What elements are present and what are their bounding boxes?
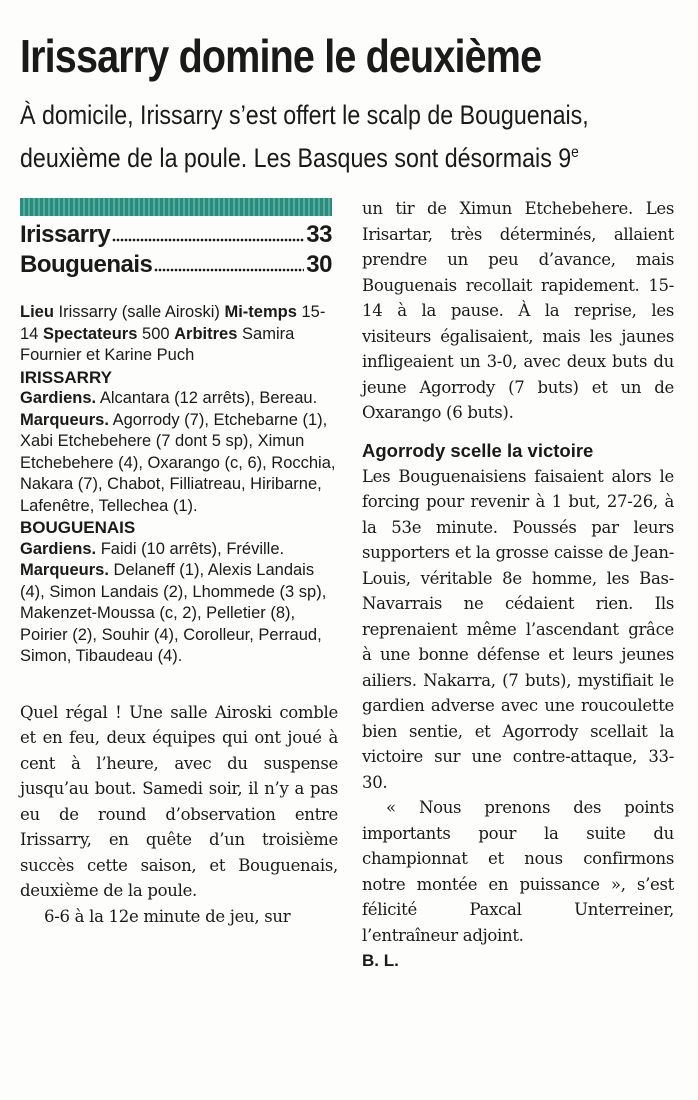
author-signature: B. L.	[362, 951, 399, 970]
spectateurs-label: Spectateurs	[42, 324, 138, 343]
lieu-value: Irissarry (salle Airoski)	[58, 303, 220, 321]
deck-superscript: e	[571, 144, 579, 161]
match-facts	[20, 302, 338, 668]
scorers-bouguenais	[20, 560, 338, 668]
paragraph-2-continued: un tir de Ximun Etchebehere. Les Irisartar, très déterminés, allaient prendre un peu d’avance, mais Bouguenais recollait rapidement. 15-14 à la pause. À la reprise, les visiteurs égalisaient, mais les jaunes infligeaient un 3-0, avec deux buts du jeune Agorrody (7 buts) et un de Oxarango (6 buts).	[362, 199, 674, 422]
spectateurs-value: 500	[142, 324, 170, 343]
marqueurs-list: Delaneff (1), Alexis Landais (4), Simon Landais (2), Lhommede (3 sp), Makenzet-Moussa (c, 2), Pelletier (8), Poirier (2), Souhir (4), Corolleur, Perraud, Simon, Tibaudeau (4).	[20, 561, 327, 665]
team-heading-irissarry: IRISSARRY	[20, 367, 112, 387]
team-score: 33	[306, 221, 332, 248]
gardiens-label: Gardiens.	[20, 389, 97, 407]
article-subhead: Agorrody scelle la victoire	[362, 439, 594, 461]
arbitres-value: Samira Fournier et Karine Puch	[20, 324, 295, 364]
left-column	[20, 198, 338, 929]
match-info	[20, 302, 338, 367]
paragraph-3: Les Bouguenaisiens faisaient alors le forcing pour revenir à 1 but, 27-26, à la 53e minute. Poussés par leurs supporters et la grosse caisse de Jean-Louis, véritable 8e homme, les Bas-Navarrais ne cédaient rien. Ils reprenaient même l’ascendant grâce à une bonne défense et leurs jeunes ailiers. Nakarra, (7 buts), mystifiait le gardien adverse avec une roucoulette bien sentie, et Agorrody scellait la victoire sur une contre-attaque, 33-30.	[362, 466, 674, 792]
right-column	[362, 196, 674, 973]
marqueurs-label: Marqueurs.	[20, 410, 109, 429]
deck	[20, 96, 674, 177]
headline: Irissarry domine le deuxième	[20, 30, 542, 82]
article-body-right	[362, 196, 674, 426]
gardiens-list: Alcantara (12 arrêts), Bereau.	[99, 389, 318, 407]
deck-line-2: deuxième de la poule. Les Basques sont désormais 9	[20, 143, 572, 173]
goalkeepers-bouguenais	[20, 539, 338, 561]
team-heading-bouguenais: BOUGUENAIS	[20, 518, 136, 537]
team-name: Irissarry	[20, 221, 111, 248]
score-row-home	[20, 220, 332, 250]
article-body-right-2	[362, 464, 674, 949]
deck-line-1: À domicile, Irissarry s’est offert le scalp de Bouguenais,	[20, 100, 589, 130]
arbitres-label: Arbitres	[174, 324, 238, 343]
goalkeepers-irissarry	[20, 388, 338, 410]
article-body-left	[20, 700, 338, 930]
score-header-bar	[20, 198, 332, 216]
gardiens-list: Faidi (10 arrêts), Fréville.	[100, 539, 285, 558]
team-score: 30	[306, 251, 332, 278]
dot-leader	[154, 267, 304, 273]
team-name: Bouguenais	[20, 251, 153, 278]
score-box	[20, 220, 338, 280]
paragraph-4: « Nous prenons des points importants pour la suite du championnat et nous confirmons notre montée en puissance », s’est félicité Paxcal Unterreiner, l’entraîneur adjoint.	[362, 798, 674, 945]
marqueurs-list: Agorrody (7), Etchebarne (1), Xabi Etchebehere (7 dont 5 sp), Ximun Etchebehere (4), Oxarango (c, 6), Rocchia, Nakara (7), Chabot, Filliatreau, Hiribarne, Lafenêtre, Tellechea (1).	[20, 410, 336, 515]
paragraph-1: Quel régal ! Une salle Airoski comble et en feu, deux équipes qui ont joué à cent à l’heure, avec du suspense jusqu’au bout. Samedi soir, il n’y a pas eu de round d’observation entre Irissarry, en quête d’un troisième succès cette saison, et Bouguenais, deuxième de la poule.	[20, 702, 338, 900]
marqueurs-label: Marqueurs.	[20, 561, 109, 579]
gardiens-label: Gardiens.	[20, 539, 97, 558]
scorers-irissarry	[20, 410, 338, 518]
paragraph-2-start: 6-6 à la 12e minute de jeu, sur	[44, 906, 291, 926]
score-row-away	[20, 250, 332, 280]
dot-leader	[112, 237, 304, 243]
mitemps-label: Mi-temps	[224, 303, 297, 321]
lieu-label: Lieu	[20, 303, 54, 321]
mitemps-value: 15-14	[20, 303, 326, 343]
